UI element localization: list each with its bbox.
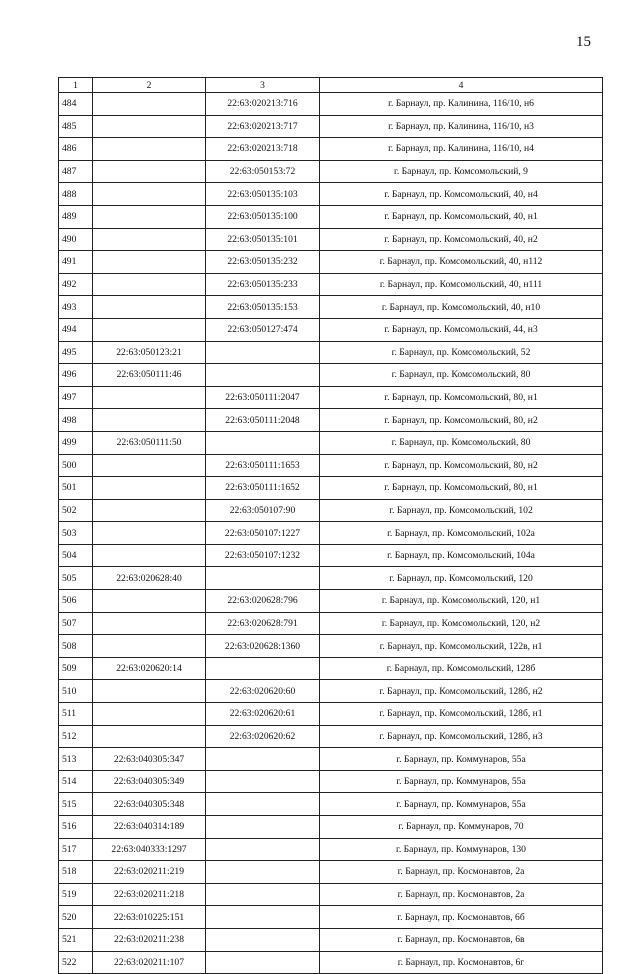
table-row — [59, 951, 603, 974]
table-row — [59, 115, 603, 138]
row-number-cell: 514 — [59, 770, 93, 793]
address-cell: г. Барнаул, пр. Космонавтов, 6б — [320, 906, 603, 929]
table-row — [59, 477, 603, 500]
object-cadastral-cell: 22:63:050135:233 — [206, 273, 320, 296]
object-cadastral-cell: 22:63:050107:1227 — [206, 522, 320, 545]
row-number-cell: 520 — [59, 906, 93, 929]
row-number-cell: 510 — [59, 680, 93, 703]
table-row — [59, 544, 603, 567]
registry-table — [58, 77, 603, 974]
object-cadastral-cell: 22:63:050135:103 — [206, 183, 320, 206]
object-cadastral-cell — [206, 364, 320, 387]
object-cadastral-cell: 22:63:050135:100 — [206, 205, 320, 228]
land-cadastral-cell — [93, 703, 206, 726]
row-number-cell: 494 — [59, 318, 93, 341]
land-cadastral-cell — [93, 251, 206, 274]
address-cell: г. Барнаул, пр. Коммунаров, 55а — [320, 748, 603, 771]
table-row — [59, 183, 603, 206]
address-cell: г. Барнаул, пр. Комсомольский, 9 — [320, 160, 603, 183]
row-number-cell: 501 — [59, 477, 93, 500]
address-cell: г. Барнаул, пр. Комсомольский, 122в, н1 — [320, 635, 603, 658]
row-number-cell: 500 — [59, 454, 93, 477]
land-cadastral-cell — [93, 680, 206, 703]
address-cell: г. Барнаул, пр. Коммунаров, 70 — [320, 816, 603, 839]
object-cadastral-cell: 22:63:050127:474 — [206, 318, 320, 341]
object-cadastral-cell — [206, 883, 320, 906]
row-number-cell: 497 — [59, 386, 93, 409]
address-cell: г. Барнаул, пр. Комсомольский, 40, н112 — [320, 251, 603, 274]
table-row — [59, 364, 603, 387]
land-cadastral-cell — [93, 273, 206, 296]
land-cadastral-cell — [93, 499, 206, 522]
land-cadastral-cell — [93, 386, 206, 409]
land-cadastral-cell — [93, 544, 206, 567]
table-row — [59, 499, 603, 522]
land-cadastral-cell — [93, 228, 206, 251]
table-row — [59, 838, 603, 861]
row-number-cell: 498 — [59, 409, 93, 432]
object-cadastral-cell — [206, 567, 320, 590]
land-cadastral-cell: 22:63:050123:21 — [93, 341, 206, 364]
object-cadastral-cell: 22:63:050111:2047 — [206, 386, 320, 409]
land-cadastral-cell: 22:63:020620:14 — [93, 657, 206, 680]
row-number-cell: 508 — [59, 635, 93, 658]
object-cadastral-cell: 22:63:020628:796 — [206, 590, 320, 613]
address-cell: г. Барнаул, пр. Коммунаров, 130 — [320, 838, 603, 861]
table-row — [59, 341, 603, 364]
land-cadastral-cell — [93, 725, 206, 748]
object-cadastral-cell: 22:63:020213:717 — [206, 115, 320, 138]
table-row — [59, 906, 603, 929]
address-cell: г. Барнаул, пр. Комсомольский, 40, н1 — [320, 205, 603, 228]
object-cadastral-cell — [206, 951, 320, 974]
object-cadastral-cell: 22:63:050135:101 — [206, 228, 320, 251]
table-row — [59, 318, 603, 341]
object-cadastral-cell: 22:63:020620:61 — [206, 703, 320, 726]
row-number-cell: 488 — [59, 183, 93, 206]
column-header: 2 — [93, 78, 206, 93]
land-cadastral-cell — [93, 635, 206, 658]
address-cell: г. Барнаул, пр. Комсомольский, 80, н1 — [320, 477, 603, 500]
table-row — [59, 657, 603, 680]
land-cadastral-cell — [93, 477, 206, 500]
row-number-cell: 485 — [59, 115, 93, 138]
address-cell: г. Барнаул, пр. Калинина, 116/10, н4 — [320, 138, 603, 161]
object-cadastral-cell: 22:63:020620:62 — [206, 725, 320, 748]
object-cadastral-cell: 22:63:020620:60 — [206, 680, 320, 703]
row-number-cell: 493 — [59, 296, 93, 319]
row-number-cell: 521 — [59, 928, 93, 951]
land-cadastral-cell: 22:63:040305:349 — [93, 770, 206, 793]
object-cadastral-cell: 22:63:050107:1232 — [206, 544, 320, 567]
land-cadastral-cell: 22:63:020211:107 — [93, 951, 206, 974]
object-cadastral-cell — [206, 431, 320, 454]
row-number-cell: 516 — [59, 816, 93, 839]
object-cadastral-cell — [206, 816, 320, 839]
object-cadastral-cell: 22:63:050111:1652 — [206, 477, 320, 500]
object-cadastral-cell — [206, 838, 320, 861]
table-row — [59, 454, 603, 477]
object-cadastral-cell: 22:63:020628:791 — [206, 612, 320, 635]
address-cell: г. Барнаул, пр. Комсомольский, 120, н2 — [320, 612, 603, 635]
row-number-cell: 495 — [59, 341, 93, 364]
address-cell: г. Барнаул, пр. Комсомольский, 128б, н3 — [320, 725, 603, 748]
address-cell: г. Барнаул, пр. Комсомольский, 40, н10 — [320, 296, 603, 319]
object-cadastral-cell: 22:63:050135:232 — [206, 251, 320, 274]
row-number-cell: 503 — [59, 522, 93, 545]
land-cadastral-cell: 22:63:020211:238 — [93, 928, 206, 951]
object-cadastral-cell: 22:63:020213:718 — [206, 138, 320, 161]
land-cadastral-cell — [93, 590, 206, 613]
row-number-cell: 491 — [59, 251, 93, 274]
row-number-cell: 518 — [59, 861, 93, 884]
address-cell: г. Барнаул, пр. Комсомольский, 80, н2 — [320, 454, 603, 477]
land-cadastral-cell — [93, 115, 206, 138]
object-cadastral-cell — [206, 657, 320, 680]
row-number-cell: 513 — [59, 748, 93, 771]
address-cell: г. Барнаул, пр. Комсомольский, 128б — [320, 657, 603, 680]
row-number-cell: 489 — [59, 205, 93, 228]
column-header: 4 — [320, 78, 603, 93]
row-number-cell: 502 — [59, 499, 93, 522]
land-cadastral-cell — [93, 160, 206, 183]
column-header: 3 — [206, 78, 320, 93]
table-row — [59, 748, 603, 771]
land-cadastral-cell — [93, 93, 206, 116]
object-cadastral-cell — [206, 793, 320, 816]
address-cell: г. Барнаул, пр. Комсомольский, 44, н3 — [320, 318, 603, 341]
land-cadastral-cell — [93, 612, 206, 635]
row-number-cell: 509 — [59, 657, 93, 680]
object-cadastral-cell: 22:63:020213:716 — [206, 93, 320, 116]
address-cell: г. Барнаул, пр. Комсомольский, 40, н2 — [320, 228, 603, 251]
object-cadastral-cell: 22:63:050111:2048 — [206, 409, 320, 432]
address-cell: г. Барнаул, пр. Коммунаров, 55а — [320, 793, 603, 816]
address-cell: г. Барнаул, пр. Космонавтов, 6г — [320, 951, 603, 974]
table-row — [59, 816, 603, 839]
address-cell: г. Барнаул, пр. Калинина, 116/10, н3 — [320, 115, 603, 138]
table-row — [59, 635, 603, 658]
address-cell: г. Барнаул, пр. Комсомольский, 80 — [320, 364, 603, 387]
address-cell: г. Барнаул, пр. Комсомольский, 102 — [320, 499, 603, 522]
address-cell: г. Барнаул, пр. Комсомольский, 40, н4 — [320, 183, 603, 206]
table-row — [59, 590, 603, 613]
land-cadastral-cell — [93, 409, 206, 432]
row-number-cell: 490 — [59, 228, 93, 251]
address-cell: г. Барнаул, пр. Коммунаров, 55а — [320, 770, 603, 793]
land-cadastral-cell — [93, 183, 206, 206]
row-number-cell: 486 — [59, 138, 93, 161]
row-number-cell: 519 — [59, 883, 93, 906]
object-cadastral-cell — [206, 928, 320, 951]
table-row — [59, 251, 603, 274]
address-cell: г. Барнаул, пр. Космонавтов, 2а — [320, 883, 603, 906]
table-row — [59, 522, 603, 545]
table-body — [59, 93, 603, 974]
page-number: 15 — [576, 34, 591, 50]
table-row — [59, 883, 603, 906]
address-cell: г. Барнаул, пр. Комсомольский, 102а — [320, 522, 603, 545]
row-number-cell: 487 — [59, 160, 93, 183]
table-row — [59, 703, 603, 726]
row-number-cell: 492 — [59, 273, 93, 296]
land-cadastral-cell — [93, 454, 206, 477]
table-row — [59, 928, 603, 951]
row-number-cell: 522 — [59, 951, 93, 974]
object-cadastral-cell: 22:63:050107:90 — [206, 499, 320, 522]
land-cadastral-cell: 22:63:040333:1297 — [93, 838, 206, 861]
address-cell: г. Барнаул, пр. Комсомольский, 120, н1 — [320, 590, 603, 613]
land-cadastral-cell — [93, 296, 206, 319]
land-cadastral-cell — [93, 138, 206, 161]
table-row — [59, 612, 603, 635]
address-cell: г. Барнаул, пр. Комсомольский, 80, н2 — [320, 409, 603, 432]
address-cell: г. Барнаул, пр. Космонавтов, 2а — [320, 861, 603, 884]
row-number-cell: 507 — [59, 612, 93, 635]
table-row — [59, 409, 603, 432]
row-number-cell: 499 — [59, 431, 93, 454]
address-cell: г. Барнаул, пр. Комсомольский, 128б, н2 — [320, 680, 603, 703]
land-cadastral-cell — [93, 522, 206, 545]
table-row — [59, 725, 603, 748]
object-cadastral-cell — [206, 341, 320, 364]
object-cadastral-cell: 22:63:050111:1653 — [206, 454, 320, 477]
table-row — [59, 228, 603, 251]
table-row — [59, 386, 603, 409]
object-cadastral-cell — [206, 906, 320, 929]
table-row — [59, 431, 603, 454]
row-number-cell: 517 — [59, 838, 93, 861]
land-cadastral-cell: 22:63:020628:40 — [93, 567, 206, 590]
address-cell: г. Барнаул, пр. Комсомольский, 40, н111 — [320, 273, 603, 296]
land-cadastral-cell: 22:63:040305:348 — [93, 793, 206, 816]
address-cell: г. Барнаул, пр. Комсомольский, 128б, н1 — [320, 703, 603, 726]
object-cadastral-cell: 22:63:020628:1360 — [206, 635, 320, 658]
land-cadastral-cell: 22:63:010225:151 — [93, 906, 206, 929]
address-cell: г. Барнаул, пр. Комсомольский, 52 — [320, 341, 603, 364]
row-number-cell: 484 — [59, 93, 93, 116]
land-cadastral-cell — [93, 318, 206, 341]
table-row — [59, 296, 603, 319]
land-cadastral-cell: 22:63:020211:218 — [93, 883, 206, 906]
object-cadastral-cell: 22:63:050135:153 — [206, 296, 320, 319]
row-number-cell: 515 — [59, 793, 93, 816]
object-cadastral-cell — [206, 861, 320, 884]
table-row — [59, 680, 603, 703]
table-row — [59, 138, 603, 161]
table-row — [59, 793, 603, 816]
table-header-row — [59, 78, 603, 93]
address-cell: г. Барнаул, пр. Комсомольский, 80 — [320, 431, 603, 454]
land-cadastral-cell: 22:63:020211:219 — [93, 861, 206, 884]
table-row — [59, 770, 603, 793]
table-row — [59, 160, 603, 183]
row-number-cell: 506 — [59, 590, 93, 613]
row-number-cell: 505 — [59, 567, 93, 590]
object-cadastral-cell — [206, 770, 320, 793]
row-number-cell: 496 — [59, 364, 93, 387]
address-cell: г. Барнаул, пр. Комсомольский, 104а — [320, 544, 603, 567]
land-cadastral-cell — [93, 205, 206, 228]
table-row — [59, 93, 603, 116]
row-number-cell: 504 — [59, 544, 93, 567]
land-cadastral-cell: 22:63:040305:347 — [93, 748, 206, 771]
table-row — [59, 205, 603, 228]
column-header: 1 — [59, 78, 93, 93]
address-cell: г. Барнаул, пр. Калинина, 116/10, н6 — [320, 93, 603, 116]
object-cadastral-cell: 22:63:050153:72 — [206, 160, 320, 183]
row-number-cell: 511 — [59, 703, 93, 726]
land-cadastral-cell: 22:63:050111:50 — [93, 431, 206, 454]
land-cadastral-cell: 22:63:040314:189 — [93, 816, 206, 839]
row-number-cell: 512 — [59, 725, 93, 748]
table-row — [59, 861, 603, 884]
land-cadastral-cell: 22:63:050111:46 — [93, 364, 206, 387]
address-cell: г. Барнаул, пр. Комсомольский, 120 — [320, 567, 603, 590]
table-row — [59, 567, 603, 590]
object-cadastral-cell — [206, 748, 320, 771]
address-cell: г. Барнаул, пр. Космонавтов, 6в — [320, 928, 603, 951]
address-cell: г. Барнаул, пр. Комсомольский, 80, н1 — [320, 386, 603, 409]
table-row — [59, 273, 603, 296]
